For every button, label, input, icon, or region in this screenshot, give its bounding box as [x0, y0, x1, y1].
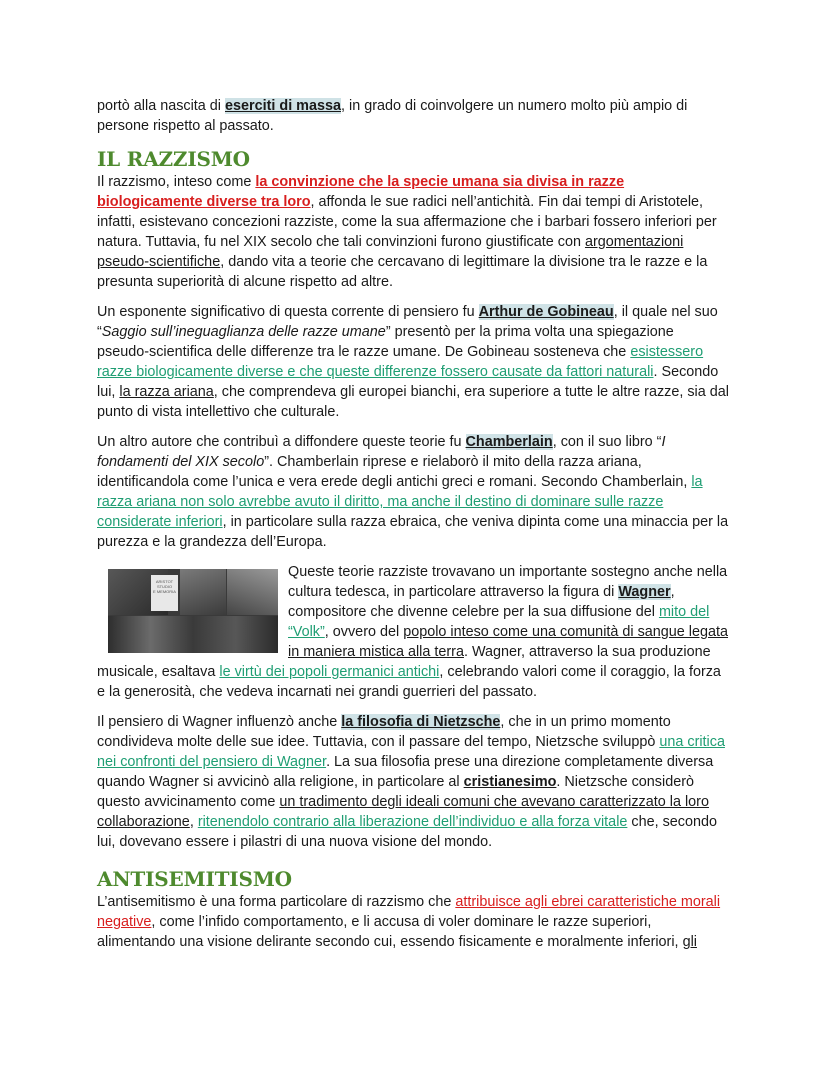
text-run: che, secondo lui, dovevano essere i pilastri di una nuova visione del mondo.	[97, 814, 717, 850]
highlight-eserciti: eserciti di massa	[225, 98, 341, 114]
text-run: , con il suo libro “	[552, 434, 662, 450]
text-run: Il pensiero di Wagner influenzò anche	[97, 714, 342, 730]
underline-razza-ariana: la razza ariana	[119, 384, 214, 400]
book-title-saggio: Saggio sull’ineguaglianza delle razze umane	[101, 324, 386, 340]
photo-tile	[227, 569, 278, 615]
text-run: , celebrando valori come il coraggio, la forza e la generosità, che vedeva incarnati nei grandi guerrieri del passato.	[97, 664, 721, 700]
text-run: , affonda le sue radici nell’antichità. Fin dai tempi di Aristotele, infatti, esistevano concezioni razziste, come la sua affermazione che i barbari fossero inferiori per natura. Tuttavia, fu nel XIX secolo che tali convinzioni furono giustificate con	[97, 194, 717, 250]
text-run: ,	[189, 814, 198, 830]
text-run: , in particolare sulla razza ebraica, che veniva dipinta come una minaccia per la purezza e la grandezza dell’Europa.	[97, 514, 729, 550]
text-run: Il razzismo, inteso come	[97, 174, 256, 190]
razzismo-paragraph-4	[86, 562, 729, 702]
poster-icon: ARISTOT STUDIO E MEMORIA	[151, 575, 178, 611]
crowd-photo	[108, 616, 278, 653]
text-run: portò alla nascita di	[97, 98, 225, 114]
text-run: Un esponente significativo di questa corrente di pensiero fu	[97, 304, 479, 320]
razzismo-paragraph-3	[97, 432, 729, 552]
text-run: L’antisemitismo è una forma particolare di razzismo che	[97, 894, 456, 910]
text-run: , il quale nel suo “	[97, 304, 718, 340]
highlight-chamberlain: Chamberlain	[465, 434, 553, 450]
text-run: ”. Chamberlain riprese e rielaborò il mito della razza ariana, identificandola come l’unica e vera erede degli antichi greci e romani. Secondo Chamberlain,	[97, 454, 692, 490]
text-run: Queste teorie razziste trovavano un importante sostegno anche nella cultura tedesca, in particolare attraverso la figura di	[288, 564, 728, 600]
underline-argomentazioni: argomentazioni pseudo-scientifiche	[97, 234, 684, 270]
text-run: , che in un primo momento condivideva molte delle sue idee. Tuttavia, con il passare del tempo, Nietzsche sviluppò	[97, 714, 671, 750]
underline-popolo: popolo inteso come una comunità di sangue legata in maniera mistica alla terra	[288, 624, 729, 660]
green-critica: una critica nei confronti del pensiero di Wagner	[97, 734, 725, 770]
bold-cristianesimo: cristianesimo	[463, 774, 557, 790]
razzismo-paragraph-1	[97, 172, 729, 292]
book-title-fondamenti: I fondamenti del XIX secolo	[97, 434, 666, 470]
green-razze: esistessero razze biologicamente diverse e che queste differenze fossero causate da fattori naturali	[97, 344, 704, 380]
heading-razzismo: IL RAZZISMO	[97, 147, 250, 171]
razzismo-paragraph-2	[97, 302, 729, 422]
text-run: , compositore che divenne celebre per la sua diffusione del	[288, 584, 675, 620]
underline-gli: gli	[682, 934, 697, 950]
green-volk: mito del “Volk”	[288, 604, 710, 640]
intro-paragraph	[97, 96, 729, 136]
document-body	[97, 96, 729, 962]
green-destino: la razza ariana non solo avrebbe avuto il diritto, ma anche il destino di dominare sulle razze considerate inferiori	[97, 474, 703, 530]
text-run: , che comprendeva gli europei bianchi, era superiore a tutte le altre razze, sia dal punto di vista intellettivo che culturale.	[97, 384, 729, 420]
highlight-nietzsche: la filosofia di Nietzsche	[341, 714, 501, 730]
antisemitismo-paragraph-1	[97, 892, 729, 952]
photo-tile	[180, 569, 226, 615]
green-liberazione: ritenendolo contrario alla liberazione dell’individuo e alla forza vitale	[197, 814, 628, 830]
text-run: ” presentò per la prima volta una spiegazione pseudo-scientifica delle differenze tra le razze umane. De Gobineau sosteneva che	[97, 324, 674, 360]
red-definition: la convinzione che la specie umana sia divisa in razze biologicamente diverse tra loro	[97, 174, 625, 210]
text-run: , come l’infido comportamento, e li accusa di voler dominare le razze superiori, alimentando una visione delirante secondo cui, essendo fisicamente e moralmente inferiori,	[97, 914, 683, 950]
text-run: . La sua filosofia prese una direzione completamente diversa quando Wagner si avvicinò alla religione, in particolare al	[97, 754, 714, 790]
highlight-gobineau: Arthur de Gobineau	[478, 304, 614, 320]
text-run: . Secondo lui,	[97, 364, 719, 400]
text-run: , dando vita a teorie che cercavano di legittimare la divisione tra le razze e la presunta superiorità di alcune rispetto ad altre.	[97, 254, 708, 290]
text-run: , ovvero del	[324, 624, 404, 640]
underline-tradimento: un tradimento degli ideali comuni che avevano caratterizzato la loro collaborazione	[97, 794, 709, 830]
green-virtu: le virtù dei popoli germanici antichi	[219, 664, 440, 680]
text-run: . Nietzsche considerò questo avvicinamento come	[97, 774, 694, 810]
razzismo-paragraph-5	[97, 712, 729, 852]
highlight-wagner: Wagner	[618, 584, 671, 600]
text-run: , in grado di coinvolgere un numero molto più ampio di persone rispetto al passato.	[97, 98, 688, 134]
red-attribuisce: attribuisce agli ebrei caratteristiche morali negative	[97, 894, 721, 930]
text-run: . Wagner, attraverso la sua produzione musicale, esaltava	[97, 644, 711, 680]
heading-antisemitismo: ANTISEMITISMO	[97, 867, 292, 891]
wagner-collage-image	[108, 569, 278, 653]
text-run: Un altro autore che contribuì a diffondere queste teorie fu	[97, 434, 466, 450]
